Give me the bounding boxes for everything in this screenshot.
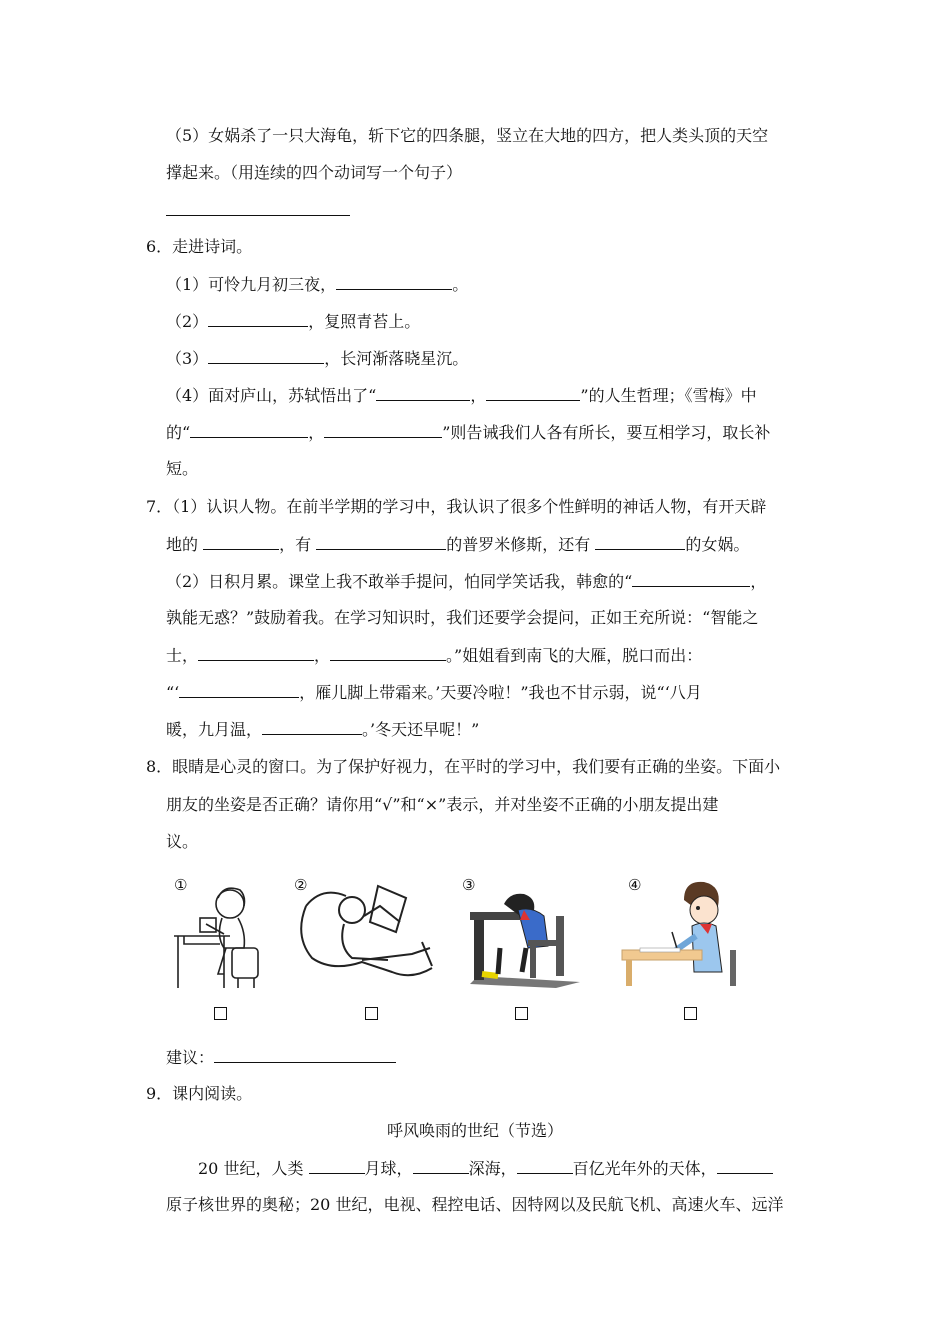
q6-item-4-line-1: （4）面对庐山，苏轼悟出了“ ， ”的人生哲理；《雪梅》中	[166, 386, 757, 405]
q5-line-2: 撑起来。（用连续的四个动词写一个句子）	[166, 163, 463, 182]
checkbox-figure-4[interactable]	[684, 1007, 697, 1020]
q9-passage-line-1: 20 世纪，人类 月球， 深海， 百亿光年外的天体，	[198, 1158, 773, 1179]
q6-item-1: （1）可怜九月初三夜， 。	[166, 275, 469, 294]
blank[interactable]	[717, 1158, 773, 1174]
q6-item-4-line-3: 短。	[166, 459, 199, 478]
posture-figure-1	[166, 876, 276, 991]
blank[interactable]	[179, 682, 299, 698]
blank[interactable]	[486, 385, 580, 401]
blank[interactable]	[336, 274, 452, 290]
figure-number: ②	[294, 876, 308, 894]
q8-suggestion: 建议：	[166, 1047, 396, 1068]
q7-part2-line-1: （2）日积月累。课堂上我不敢举手提问，怕同学笑话我，韩愈的“ ，	[166, 572, 767, 591]
checkbox-figure-3[interactable]	[515, 1007, 528, 1020]
figure-number: ①	[174, 876, 188, 894]
blank[interactable]	[309, 1158, 365, 1174]
q5-line-1: （5）女娲杀了一只大海龟，斩下它的四条腿，竖立在大地的四方，把人类头顶的天空	[166, 126, 769, 145]
checkbox-figure-1[interactable]	[214, 1007, 227, 1020]
blank[interactable]	[208, 348, 324, 364]
checkbox-figure-2[interactable]	[365, 1007, 378, 1020]
q7-part2-line-2: 孰能无惑？”鼓励着我。在学习知识时，我们还要学会提问，正如王充所说：“智能之	[166, 608, 759, 627]
posture-figure-2	[292, 876, 442, 991]
figure-number: ④	[628, 876, 642, 894]
q7-part1-line-1: 7．（1）认识人物。在前半学期的学习中，我认识了很多个性鲜明的神话人物，有开天辟	[146, 497, 767, 516]
child-hunched-writing-icon	[460, 876, 590, 991]
q6-item-4-line-2: 的“ ， ”则告诫我们人各有所长，要互相学习，取长补	[166, 423, 771, 442]
child-lying-reading-icon	[292, 876, 442, 991]
posture-figure-4	[618, 876, 748, 991]
q5-answer-blank[interactable]	[166, 200, 350, 221]
blank[interactable]	[632, 571, 750, 587]
blank[interactable]	[198, 645, 314, 661]
blank[interactable]	[330, 645, 446, 661]
blank[interactable]	[208, 311, 308, 327]
blank[interactable]	[190, 422, 308, 438]
blank[interactable]	[595, 534, 685, 550]
blank[interactable]	[324, 422, 442, 438]
q7-part2-line-5: 暖，九月温， 。’冬天还早呢！”	[166, 720, 480, 739]
blank[interactable]	[262, 719, 362, 735]
q9-passage-title: 呼风唤雨的世纪（节选）	[386, 1121, 563, 1140]
blank[interactable]	[413, 1158, 469, 1174]
q7-part2-line-4: “‘ ，雁儿脚上带霜来。’天要冷啦！”我也不甘示弱，说“‘八月	[166, 683, 702, 702]
q9-title: 9．课内阅读。	[146, 1084, 253, 1103]
q6-title: 6．走进诗词。	[146, 237, 253, 256]
blank[interactable]	[376, 385, 470, 401]
q6-item-2: （2） ，复照青苔上。	[166, 312, 421, 331]
q8-line-3: 议。	[166, 832, 199, 851]
q9-passage-line-2: 原子核世界的奥秘；20 世纪，电视、程控电话、因特网以及民航飞机、高速火车、远洋	[166, 1195, 784, 1214]
blank[interactable]	[316, 534, 446, 550]
suggestion-blank[interactable]	[214, 1047, 396, 1063]
blank[interactable]	[517, 1158, 573, 1174]
blank[interactable]	[203, 534, 279, 550]
q8-line-1: 8．眼睛是心灵的窗口。为了保护好视力，在平时的学习中，我们要有正确的坐姿。下面小	[146, 757, 781, 776]
posture-figure-3	[460, 876, 590, 991]
figure-number: ③	[462, 876, 476, 894]
q7-part1-line-2: 地的 ，有 的普罗米修斯，还有 的女娲。	[166, 535, 750, 554]
q7-part2-line-3: 士， ， 。”姐姐看到南飞的大雁，脱口而出：	[166, 646, 703, 665]
q8-line-2: 朋友的坐姿是否正确？请你用“√”和“×”表示，并对坐姿不正确的小朋友提出建	[166, 795, 719, 814]
q6-item-3: （3） ，长河渐落晓星沉。	[166, 349, 469, 368]
